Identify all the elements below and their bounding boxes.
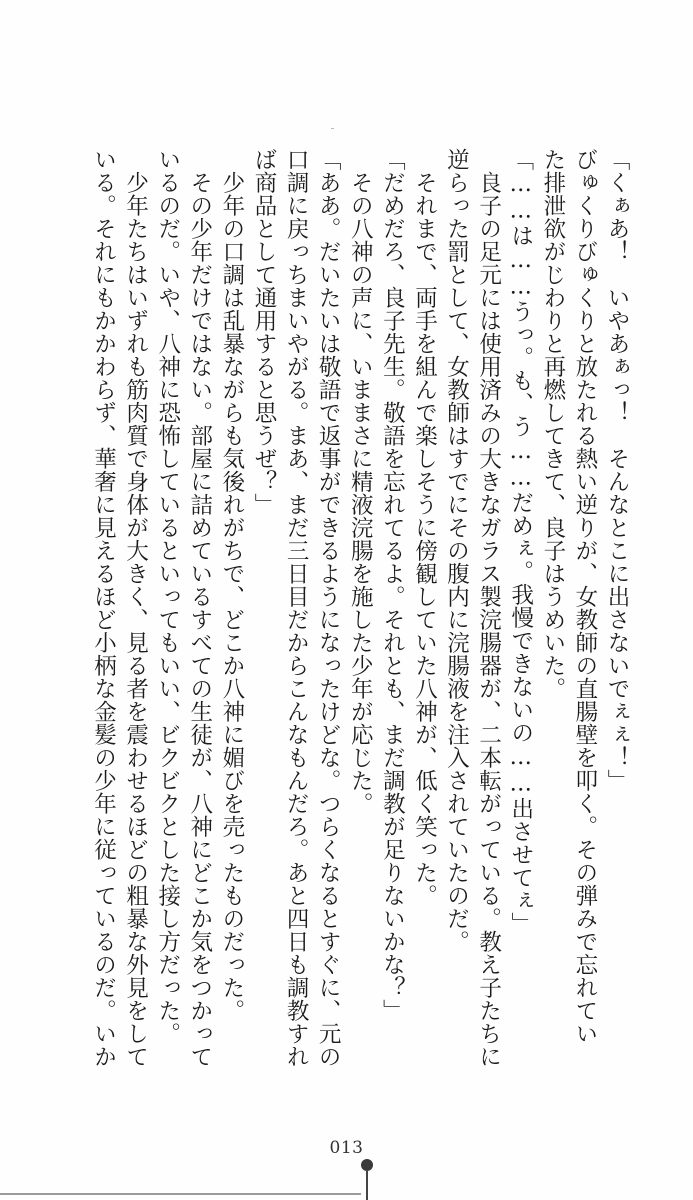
text-line: 「くぁあ！ いやあぁっ！ そんなとこに出さないでぇぇ！」 xyxy=(604,148,630,792)
text-line: た排泄欲がじわりと再燃してきて、良子はうめいた。 xyxy=(539,148,566,700)
text-line: 少年の口調は乱暴ながらも気後れがちで、どこか八神に媚びを売ったものだった。 xyxy=(218,148,245,1022)
text-line: それまで、両手を組んで楽しそうに傍観していた八神が、低く笑った。 xyxy=(411,148,438,907)
bottom-rule xyxy=(0,1193,361,1195)
text-line: 逆らった罰として、女教師はすでにその腹内に浣腸液を注入されていたのだ。 xyxy=(443,148,470,953)
text-line: ば商品として通用すると思うぜ？」 xyxy=(250,148,277,516)
page-number: 013 xyxy=(329,1138,364,1158)
text-line: 少年たちはいずれも筋肉質で身体が大きく、見る者を震わせるほどの粗暴な外見をして xyxy=(122,148,149,1068)
vertical-text-block xyxy=(87,148,633,1068)
text-line: 良子の足元には使用済みの大きなガラス製浣腸器が、二本転がっている。教え子たちに xyxy=(475,148,502,1068)
text-line: 「だめだろ、良子先生。敬語を忘れてるよ。それとも、まだ調教が足りないかな？」 xyxy=(379,148,406,1022)
text-line: その少年だけではない。部屋に詰めているすべての生徒が、八神にどこか気をつかって xyxy=(186,148,213,1068)
text-line: 口調に戻っちまいやがる。まあ、まだ三日目だからこんなもんだろ。あと四日も調教すれ xyxy=(283,148,310,1068)
text-line: びゅくりびゅくりと放たれる熱い逆りが、女教師の直腸壁を叩く。その弾みで忘れてい xyxy=(571,148,598,1045)
text-line: 「ああ。だいたいは敬語で返事ができるようになったけどな。つらくなるとすぐに、元の xyxy=(315,148,342,1068)
print-mark xyxy=(331,128,334,129)
page-ornament-stem xyxy=(366,1170,368,1200)
text-line: その八神の声に、いままさに精液浣腸を施した少年が応じた。 xyxy=(347,148,374,815)
text-line: いるのだ。いや、八神に恐怖しているといってもいい、ビクビクとした接し方だった。 xyxy=(154,148,181,1045)
text-line: 「……は……うっ。も、う……だめぇ。我慢できないの……出させてぇ」 xyxy=(507,148,534,935)
text-line: いる。それにもかかわらず、華奢に見えるほど小柄な金髪の少年に従っているのだ。いか xyxy=(90,148,117,1068)
